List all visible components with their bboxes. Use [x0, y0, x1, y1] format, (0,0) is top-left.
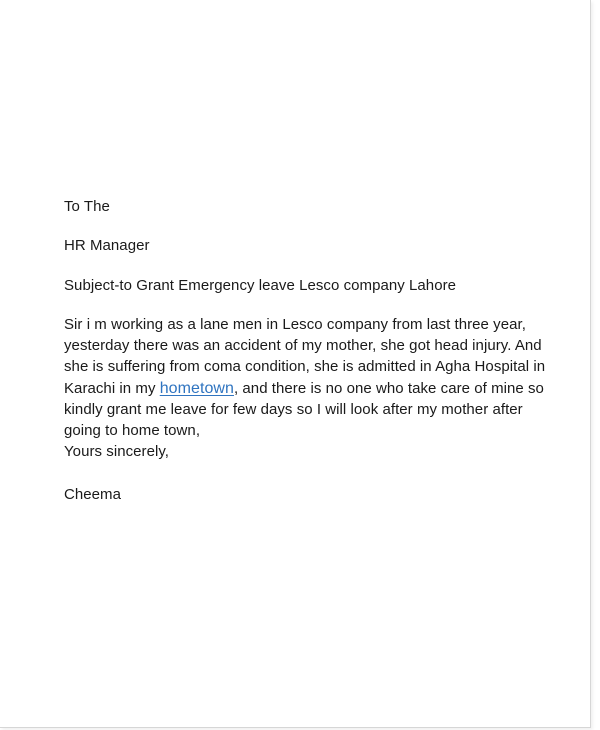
addressee-title: HR Manager [64, 237, 150, 254]
body-text: Karachi in my [64, 379, 160, 397]
addressee-prefix: To The [64, 198, 110, 215]
body-line: Sir i m working as a lane men in Lesco company from last three year, [64, 316, 526, 333]
body-line: kindly grant me leave for few days so I will look after my mother after [64, 400, 523, 418]
subject-line: Subject-to Grant Emergency leave Lesco company Lahore [64, 277, 457, 294]
letter-body [64, 314, 545, 462]
body-text: , and there is no one who take care of mine so [233, 379, 544, 397]
signature-name: Cheema [64, 486, 121, 503]
body-line-with-link [64, 378, 545, 399]
hometown-link[interactable]: hometown [159, 379, 234, 397]
body-line: going to home town, [64, 421, 201, 439]
body-line: she is suffering from coma condition, she is admitted in Agha Hospital in [64, 358, 546, 376]
body-line: yesterday there was an accident of my mother, she got head injury. And [64, 337, 542, 355]
closing-line: Yours sincerely, [64, 443, 170, 461]
